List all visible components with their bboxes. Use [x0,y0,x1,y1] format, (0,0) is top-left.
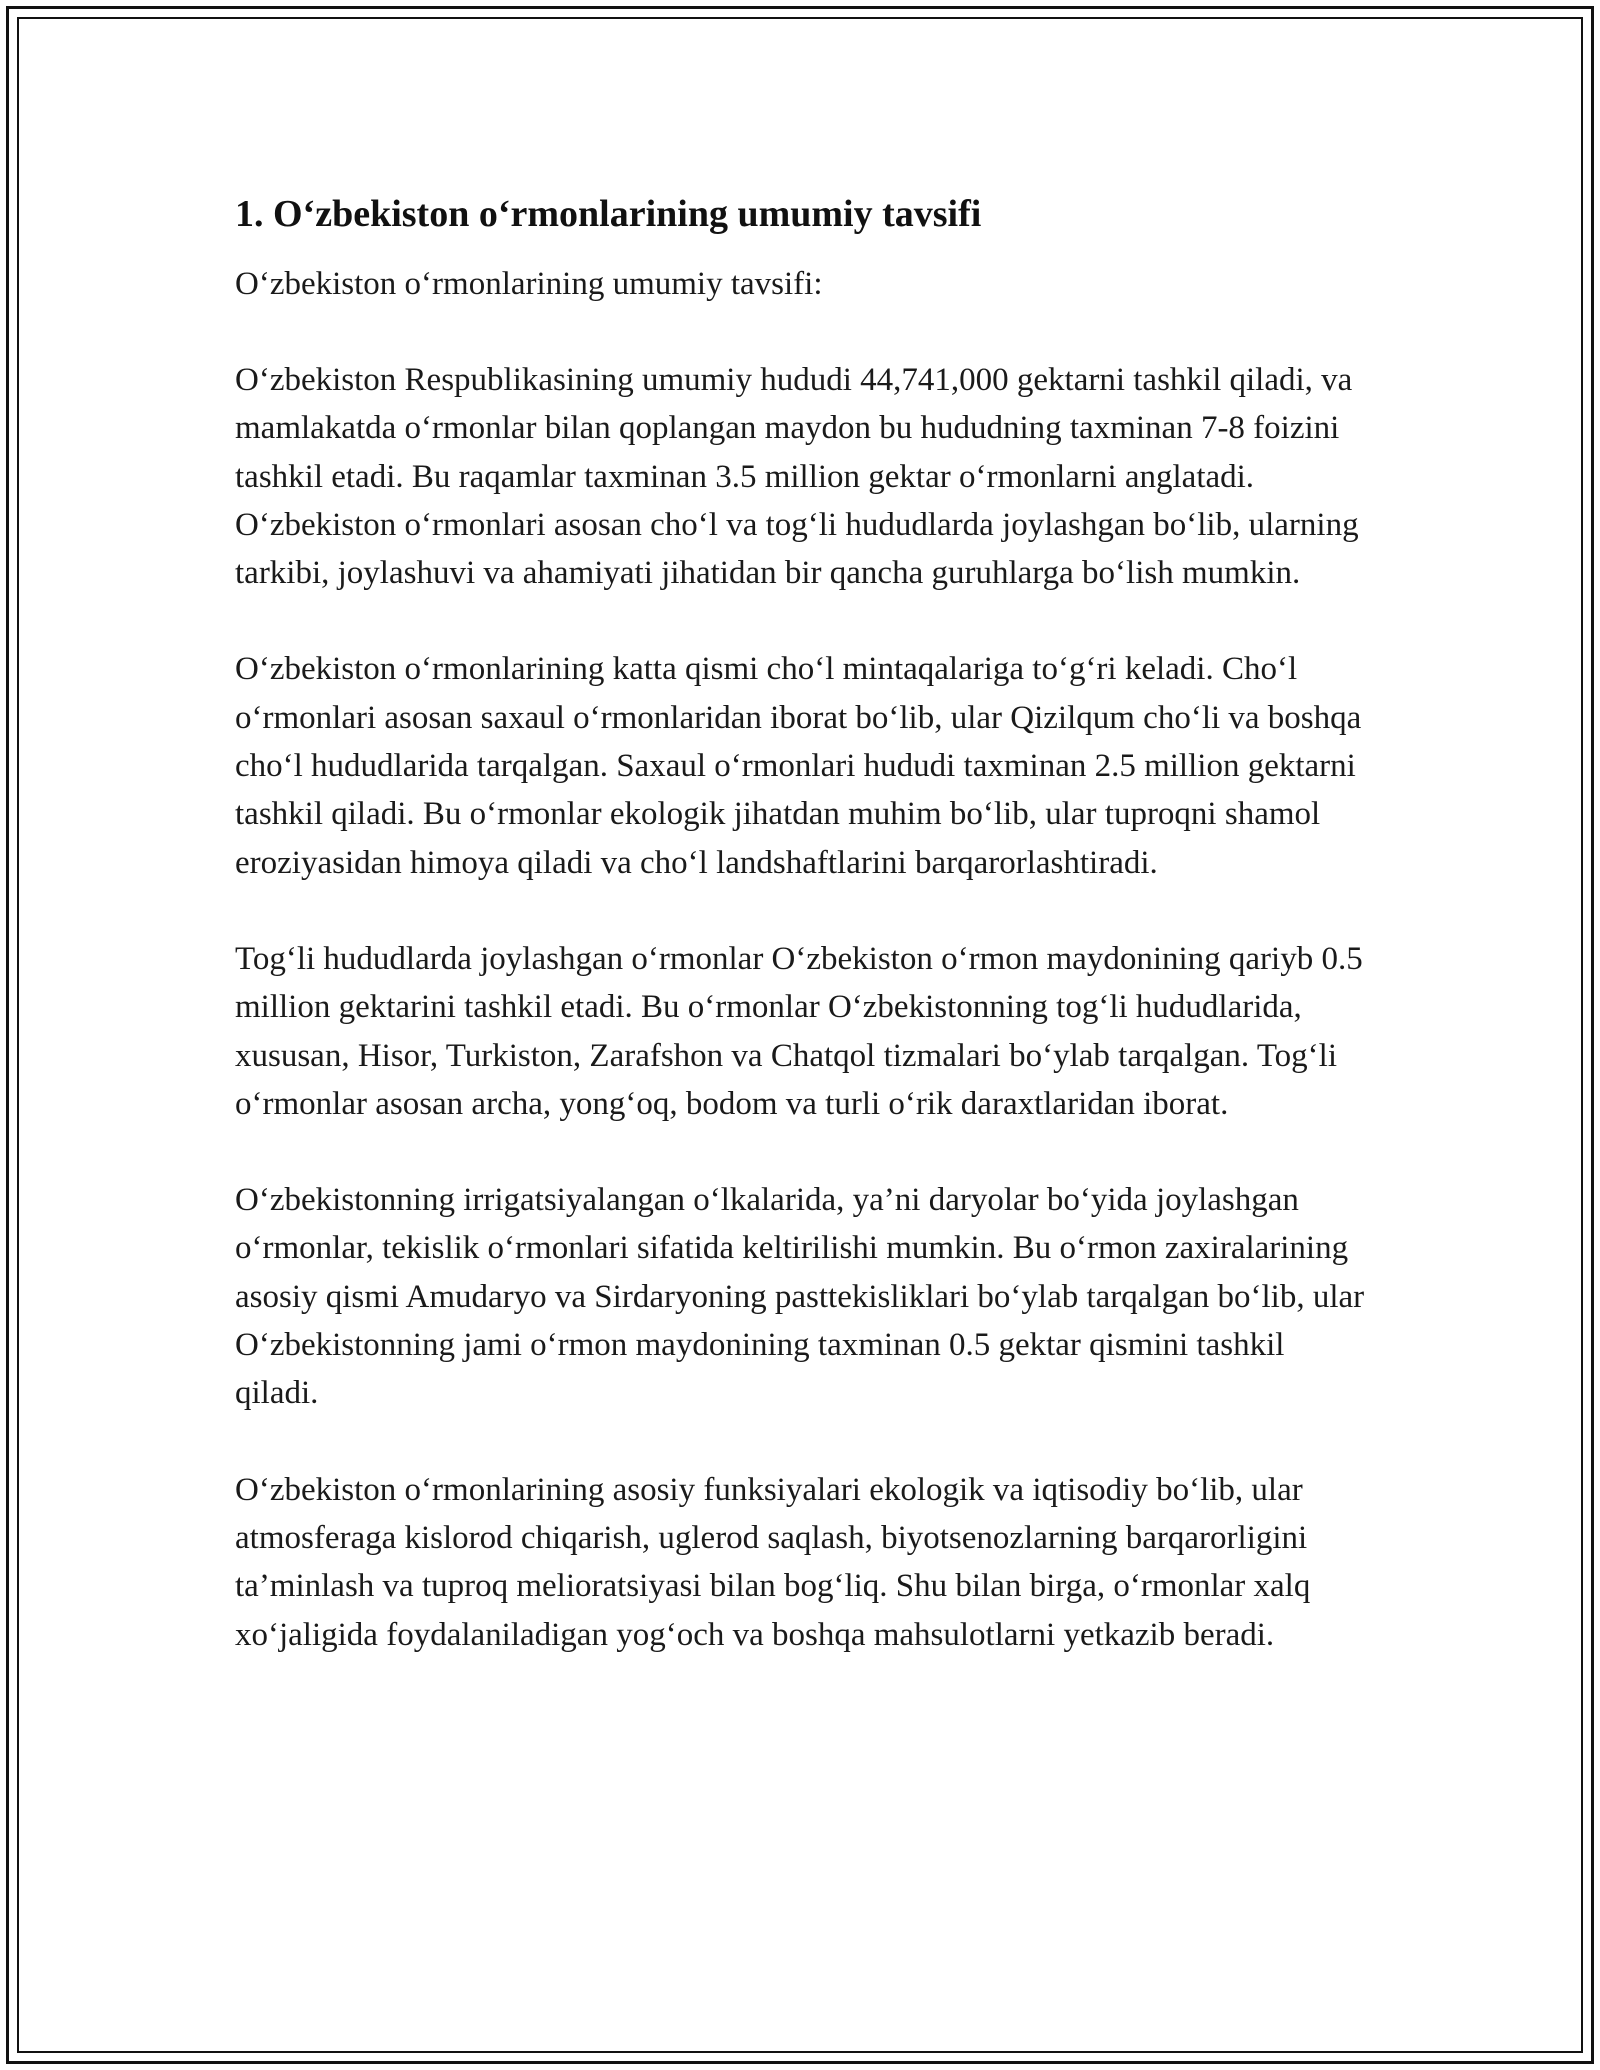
page-title: 1. O‘zbekiston o‘rmonlarining umumiy tavsifi [235,193,982,235]
document-body [235,188,1365,1707]
paragraph-forest-functions: O‘zbekiston o‘rmonlarining asosiy funksiyalari ekologik va iqtisodiy bo‘lib, ular atmosferaga kislorod chiqarish, uglerod saqlash, biyotsenozlarning barqarorligini ta’minlash va tuproq melioratsiyasi bilan bog‘liq. Shu bilan birga, o‘rmonlar xalq xo‘jaligida foydalaniladigan yog‘och va boshqa mahsulotlarni yetkazib beradi. [235,1471,1311,1653]
paragraph-desert-forests: O‘zbekiston o‘rmonlarining katta qismi cho‘l mintaqalariga to‘g‘ri keladi. Cho‘l o‘rmonlari asosan saxaul o‘rmonlaridan iborat bo‘lib, ular Qizilqum cho‘li va boshqa cho‘l hududlarida tarqalgan. Saxaul o‘rmonlari hududi taxminan 2.5 million gektarni tashkil qiladi. Bu o‘rmonlar ekologik jihatdan muhim bo‘lib, ular tuproqni shamol eroziyasidan himoya qiladi va cho‘l landshaftlarini barqarorlashtiradi. [235,651,1362,881]
paragraph-area-overview: O‘zbekiston Respublikasining umumiy hududi 44,741,000 gektarni tashkil qiladi, va mamlakatda o‘rmonlar bilan qoplangan maydon bu hududning taxminan 7-8 foizini tashkil etadi. Bu raqamlar taxminan 3.5 million gektar o‘rmonlarni anglatadi. O‘zbekiston o‘rmonlari asosan cho‘l va tog‘li hududlarda joylashgan bo‘lib, ularning tarkibi, joylashuvi va ahamiyati jihatidan bir qancha guruhlarga bo‘lish mumkin. [235,362,1359,592]
paragraph-mountain-forests: Tog‘li hududlarda joylashgan o‘rmonlar O‘zbekiston o‘rmon maydonining qariyb 0.5 million gektarini tashkil etadi. Bu o‘rmonlar O‘zbekistonning tog‘li hududlarida, xususan, Hisor, Turkiston, Zarafshon va Chatqol tizmalari bo‘ylab tarqalgan. Tog‘li o‘rmonlar asosan archa, yong‘oq, bodom va turli o‘rik daraxtlaridan iborat. [235,940,1363,1122]
paragraph-lowland-forests: O‘zbekistonning irrigatsiyalangan o‘lkalarida, ya’ni daryolar bo‘yida joylashgan o‘rmonlar, tekislik o‘rmonlari sifatida keltirilishi mumkin. Bu o‘rmon zaxiralarining asosiy qismi Amudaryo va Sirdaryoning pasttekisliklari bo‘ylab tarqalgan bo‘lib, ular O‘zbekistonning jami o‘rmon maydonining taxminan 0.5 gektar qismini tashkil qiladi. [235,1182,1365,1412]
intro-line: O‘zbekiston o‘rmonlarining umumiy tavsifi: [235,266,823,302]
